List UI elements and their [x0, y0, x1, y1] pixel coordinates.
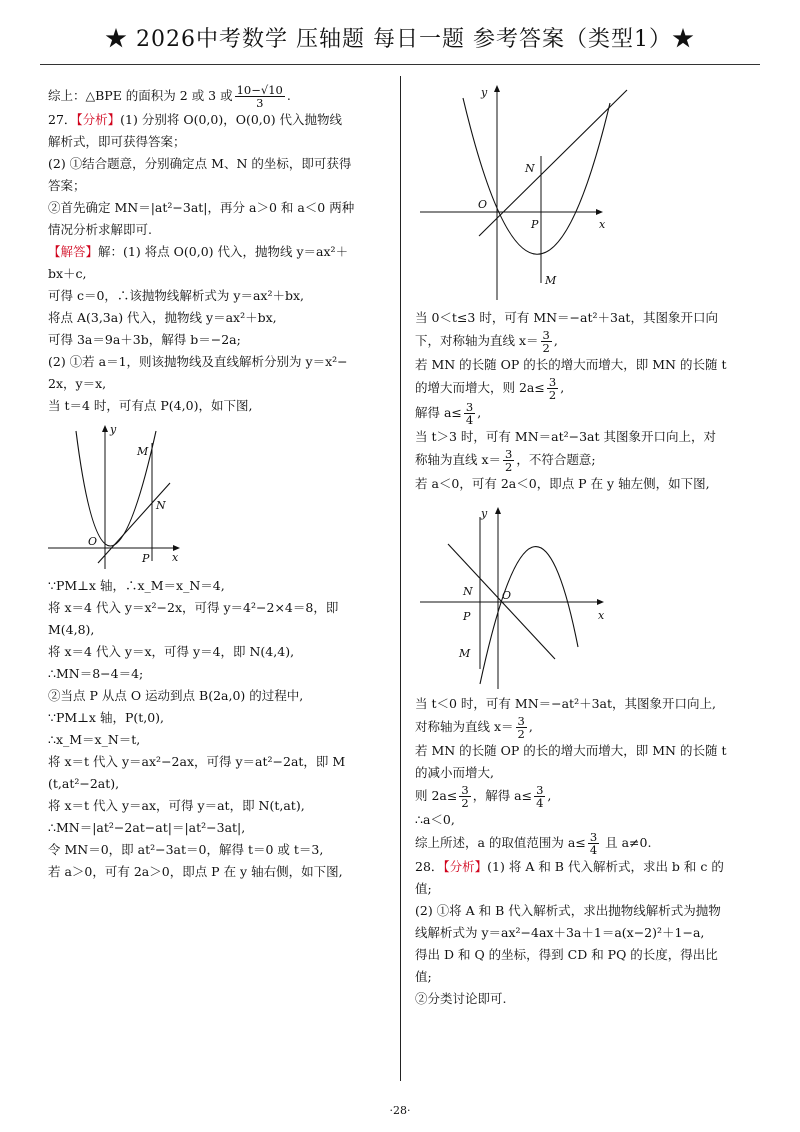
analysis-tag: 【分析】	[443, 859, 488, 874]
text-line: M(4,8),	[48, 622, 95, 637]
fraction: $\frac{10-√10}{3}$	[236, 83, 283, 110]
y-axis-label: y	[110, 423, 117, 436]
text-line: 将 x＝4 代入 y＝x²−2x，可得 y＝4²−2×4＝8，即	[48, 600, 339, 615]
text-line: ∴MN＝|at²−2at−at|＝|at²−3at|,	[48, 820, 246, 835]
text-line: ②当点 P 从点 O 运动到点 B(2a,0) 的过程中,	[48, 688, 304, 703]
fraction: $\frac{3}{2}$	[548, 375, 557, 402]
text-line: 值;	[415, 969, 432, 984]
text-line: 将点 A(3,3a) 代入，抛物线 y＝ax²＋bx,	[48, 310, 277, 325]
text-line: 情况分析求解即可.	[48, 222, 152, 237]
fraction: $\frac{3}{4}$	[536, 783, 544, 810]
page-number: ·28·	[389, 1104, 411, 1117]
text-line: 若 a＞0，可有 2a＞0，即点 P 在 y 轴右侧，如下图,	[48, 864, 343, 879]
origin-label: O	[88, 535, 98, 548]
text-line: 27．【分析】(1) 分别将 O(0,0)，O(0,0) 代入抛物线	[48, 112, 343, 127]
text-line: 28．【分析】(1) 将 A 和 B 代入解析式，求出 b 和 c 的	[415, 859, 724, 874]
text-line: (2) ①若 a＝1，则该抛物线及直线解析分别为 y＝x²−	[48, 354, 348, 369]
point-p-label: P	[142, 552, 150, 565]
header-rule	[40, 64, 760, 65]
fraction: $\frac{3}{2}$	[517, 714, 525, 741]
text-line: 可得 3a＝9a＋3b，解得 b＝−2a;	[48, 332, 241, 347]
solution-tag: 【解答】	[48, 244, 99, 259]
text-line: 的减小而增大,	[415, 765, 494, 780]
text-line: 答案；	[48, 178, 86, 193]
left-column	[48, 84, 388, 883]
y-axis-label: y	[481, 86, 488, 99]
x-axis-label: x	[172, 551, 179, 564]
point-m-label: M	[545, 274, 557, 287]
text-line: 将 x＝t 代入 y＝ax²−2ax，可得 y＝at²−2at，即 M	[48, 754, 346, 769]
point-m-label: M	[137, 445, 149, 458]
text-line: 若 MN 的长随 OP 的长的增大而增大，即 MN 的长随 t	[415, 357, 727, 372]
text-line: 令 MN＝0，即 at²−3at＝0，解得 t＝0 或 t＝3,	[48, 842, 324, 857]
text-line: 值;	[415, 881, 432, 896]
point-n-label: N	[463, 585, 473, 598]
text-line: 的增大而增大，则 2a≤ $\frac{3}{2}$ ,	[415, 375, 565, 402]
text-line: ∴a＜0,	[415, 812, 455, 827]
y-axis-label: y	[481, 507, 488, 520]
x-axis-label: x	[599, 218, 606, 231]
right-column	[415, 84, 760, 1010]
origin-label: O	[502, 589, 512, 602]
x-axis-label: x	[598, 609, 605, 622]
text-line: 解析式，即可获得答案；	[48, 134, 186, 149]
text-line: 下，对称轴为直线 x＝ $\frac{3}{2}$ ,	[415, 328, 558, 355]
fraction: $\frac{3}{4}$	[589, 830, 598, 857]
text-line: ②首先确定 MN＝|at²−3at|，再分 a＞0 和 a＜0 两种	[48, 200, 355, 215]
point-n-label: N	[156, 499, 166, 512]
point-p-label: P	[531, 218, 539, 231]
text-line: 【解答】解：(1) 将点 O(0,0) 代入，抛物线 y＝ax²＋	[48, 244, 349, 259]
text-line: 解得 a≤ $\frac{3}{4}$ ,	[415, 400, 482, 427]
fraction: $\frac{3}{4}$	[465, 400, 474, 427]
text-line: 若 MN 的长随 OP 的长的增大而增大，即 MN 的长随 t	[415, 743, 727, 758]
point-m-label: M	[459, 647, 471, 660]
text-line: 将 x＝4 代入 y＝x，可得 y＝4，即 N(4,4),	[48, 644, 295, 659]
text-line: (t,at²−2at),	[48, 776, 120, 791]
text-line: 综上所述，a 的取值范围为 a≤ $\frac{3}{4}$ 且 a≠0.	[415, 830, 652, 857]
text-line: 则 2a≤ $\frac{3}{2}$ ，解得 a≤ $\frac{3}{4}$ ,	[415, 783, 552, 810]
fraction: $\frac{3}{2}$	[461, 783, 469, 810]
text-line: 当 t＝4 时，可有点 P(4,0)，如下图,	[48, 398, 253, 413]
text-line: 若 a＜0，可有 2a＜0，即点 P 在 y 轴左侧，如下图,	[415, 476, 710, 491]
text-line: 称轴为直线 x＝ $\frac{3}{2}$ ，不符合题意;	[415, 447, 596, 474]
text-line: 对称轴为直线 x＝ $\frac{3}{2}$ ,	[415, 714, 533, 741]
text-line: ∴MN＝8−4＝4;	[48, 666, 144, 681]
origin-label: O	[478, 198, 488, 211]
text-line: ∴x_M＝x_N＝t,	[48, 732, 141, 747]
point-p-label: P	[463, 610, 471, 623]
text-line: 线解析式为 y＝ax²−4ax＋3a＋1＝a(x−2)²＋1−a,	[415, 925, 705, 940]
text-line: (2) ①结合题意，分别确定点 M、N 的坐标，即可获得	[48, 156, 352, 171]
text-line: 当 t＞3 时，可有 MN＝at²−3at 其图象开口向上，对	[415, 429, 716, 444]
column-divider	[400, 76, 401, 1081]
text-line: 当 t＜0 时，可有 MN＝−at²＋3at，其图象开口向上,	[415, 696, 716, 711]
fraction: $\frac{3}{2}$	[542, 328, 550, 355]
text-line: (2) ①将 A 和 B 代入解析式，求出抛物线解析式为抛物	[415, 903, 721, 918]
text-line: 综上：△BPE 的面积为 2 或 3 或 $\frac{10-√10}{3}$ .	[48, 83, 291, 110]
figure-a-positive-general	[415, 78, 760, 303]
page-header: ★ 2026中考数学 压轴题 每日一题 参考答案（类型1）★	[105, 27, 695, 52]
text-line: ∵PM⊥x 轴，∴x_M＝x_N＝4,	[48, 578, 225, 593]
text-line: bx＋c,	[48, 266, 87, 281]
text-line: 将 x＝t 代入 y＝ax，可得 y＝at，即 N(t,at),	[48, 798, 305, 813]
text-line: ②分类讨论即可.	[415, 991, 507, 1006]
analysis-tag: 【分析】	[76, 112, 121, 127]
figure-a-positive-t4	[48, 421, 388, 571]
text-line: 可得 c＝0，∴该抛物线解析式为 y＝ax²＋bx,	[48, 288, 305, 303]
figure-a-negative	[415, 499, 760, 689]
text-line: 当 0＜t≤3 时，可有 MN＝−at²＋3at，其图象开口向	[415, 310, 718, 325]
point-n-label: N	[525, 162, 535, 175]
fraction: $\frac{3}{2}$	[505, 447, 513, 474]
text-line: 得出 D 和 Q 的坐标，得到 CD 和 PQ 的长度，得出比	[415, 947, 718, 962]
text-line: 2x，y＝x,	[48, 376, 107, 391]
text-line: ∵PM⊥x 轴，P(t,0),	[48, 710, 165, 725]
